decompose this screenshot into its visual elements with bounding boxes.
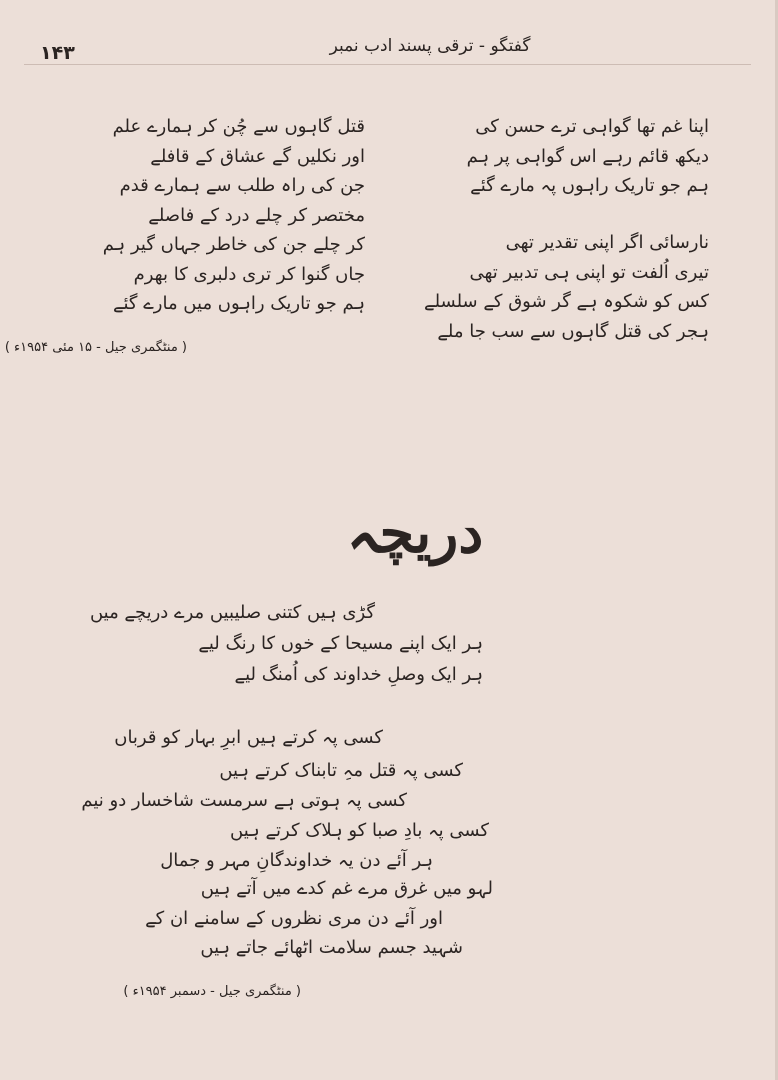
- poem-dateline: ( منٹگمری جیل - دسمبر ۱۹۵۴ء ): [123, 984, 301, 999]
- poem-line: اپنا غم تھا گواہی ترے حسن کی: [475, 116, 709, 137]
- poem-line: ہر آئے دن یہ خداوندگانِ مہر و جمال: [160, 850, 433, 871]
- left-dateline: ( منٹگمری جیل - ۱۵ مئی ۱۹۵۴ء ): [4, 340, 187, 355]
- poem-line: ہم جو تاریک راہوں میں مارے گئے: [112, 293, 365, 314]
- poem-line: دیکھ قائم رہے اس گواہی پر ہم: [466, 145, 709, 167]
- poem-line: لہو میں غرق مرے غم کدے میں آتے ہیں: [200, 878, 493, 899]
- poem-line: نارسائی اگر اپنی تقدیر تھی: [505, 232, 709, 253]
- poem-line: ہر ایک وصلِ خداوند کی اُمنگ لیے: [234, 664, 483, 685]
- poem-line: گڑی ہیں کتنی صلیبیں مرے دریچے میں: [89, 602, 375, 623]
- poem-line: قتل گاہوں سے چُن کر ہمارے علم: [112, 116, 365, 137]
- poem-line: جاں گنوا کر تری دلبری کا بھرم: [133, 263, 365, 285]
- right-stanza-1: [389, 112, 709, 201]
- poem-line: تیری اُلفت تو اپنی ہی تدبیر تھی: [469, 261, 709, 283]
- page-number: ۱۴۳: [40, 42, 75, 64]
- poem-line: جن کی راہ طلب سے ہمارے قدم: [119, 175, 365, 196]
- running-header: گفتگو - ترقی پسند ادب نمبر: [329, 36, 531, 56]
- poem-line: کسی پہ قتل مہِ تابناک کرتے ہیں: [219, 760, 463, 781]
- right-stanza-2: [389, 228, 709, 346]
- poem-line: کر چلے جن کی خاطر جہاں گیر ہم: [102, 234, 365, 255]
- poem-line: کس کو شکوہ ہے گر شوق کے سلسلے: [424, 291, 709, 312]
- poem-line: اور نکلیں گے عشاق کے قافلے: [150, 145, 365, 167]
- poem-line: شہید جسم سلامت اٹھائے جاتے ہیں: [200, 937, 463, 958]
- left-stanza: [35, 112, 365, 319]
- poem-line: ہجر کی قتل گاہوں سے سب جا ملے: [437, 320, 709, 342]
- poem-line: اور آئے دن مری نظروں کے سامنے ان کے: [145, 908, 443, 929]
- poem-line: ہم جو تاریک راہوں پہ مارے گئے: [470, 175, 709, 196]
- poem-line: مختصر کر چلے درد کے فاصلے: [148, 204, 365, 226]
- poem-line: ہر ایک اپنے مسیحا کے خوں کا رنگ لیے: [198, 633, 483, 654]
- poem-line: کسی پہ ہوتی ہے سرمست شاخسار دو نیم: [81, 790, 407, 811]
- poem-line: کسی پہ کرتے ہیں ابرِ بہار کو قرباں: [114, 727, 383, 748]
- poem-title: دریچہ: [346, 500, 484, 566]
- header-divider: [24, 64, 751, 65]
- poem-line: کسی پہ بادِ صبا کو ہلاک کرتے ہیں: [230, 820, 489, 841]
